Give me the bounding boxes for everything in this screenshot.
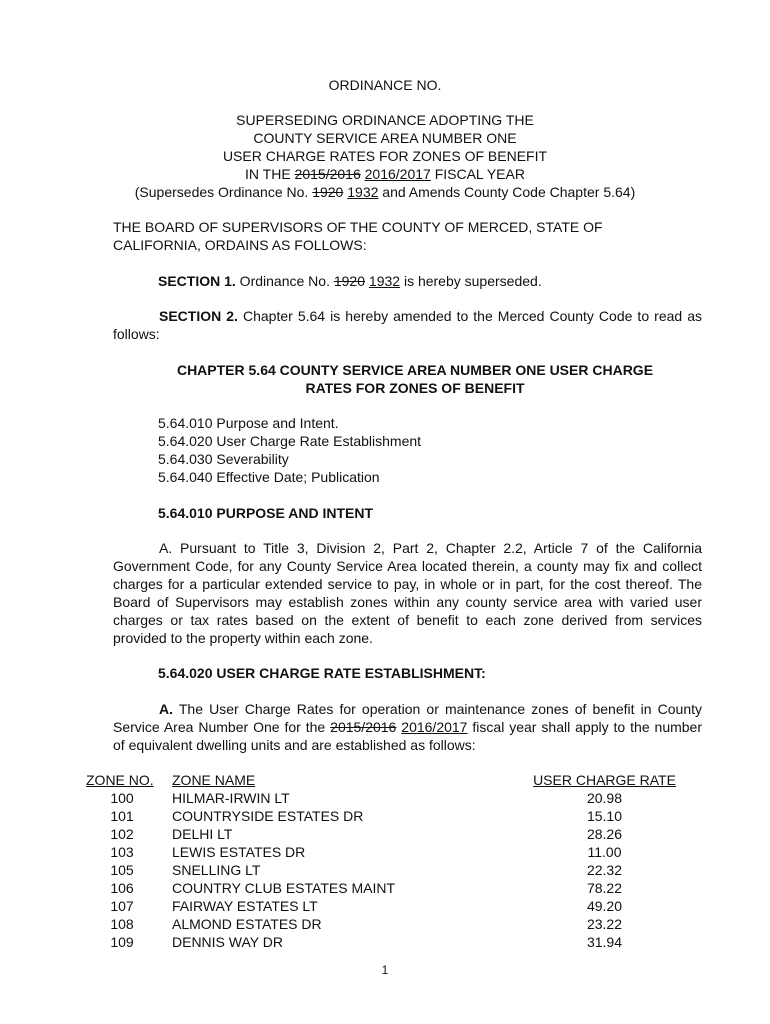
title-line-3: USER CHARGE RATES FOR ZONES OF BENEFIT	[222, 148, 548, 164]
column-header-rate: USER CHARGE RATE	[533, 772, 676, 788]
section-1-new: 1932	[368, 273, 401, 289]
rates-heading: 5.64.020 USER CHARGE RATE ESTABLISHMENT:	[158, 665, 486, 681]
zone-number: 101	[110, 808, 134, 824]
section-2-label: SECTION 2.	[159, 308, 238, 324]
new-year: 2016/2017	[364, 166, 431, 182]
zone-name: DENNIS WAY DR	[172, 934, 283, 950]
preamble-line-1: THE BOARD OF SUPERVISORS OF THE COUNTY OF MERCED, STATE OF	[113, 219, 603, 235]
title-line-4-prefix: IN THE	[245, 166, 295, 182]
zone-name: FAIRWAY ESTATES LT	[172, 898, 318, 914]
section-1-suffix: is hereby superseded.	[400, 273, 542, 289]
table-row	[86, 807, 686, 825]
zone-number: 107	[110, 898, 134, 914]
zone-name: DELHI LT	[172, 826, 233, 842]
title-line-5-suffix: and Amends County Code Chapter 5.64)	[378, 184, 636, 200]
zone-rate: 28.26	[586, 826, 623, 842]
rates-para-label: A.	[159, 701, 173, 717]
zone-number: 109	[110, 934, 134, 950]
zone-rate: 15.10	[586, 808, 623, 824]
preamble-line-2: CALIFORNIA, ORDAINS AS FOLLOWS:	[113, 237, 367, 253]
title-line-1: SUPERSEDING ORDINANCE ADOPTING THE	[236, 112, 534, 128]
table-row	[86, 789, 686, 807]
toc-item: 5.64.030 Severability	[158, 451, 289, 467]
zone-name: COUNTRY CLUB ESTATES MAINT	[172, 880, 395, 896]
toc-item: 5.64.020 User Charge Rate Establishment	[158, 433, 422, 449]
table-row	[86, 843, 686, 861]
zone-number: 108	[110, 916, 134, 932]
page-number: 1	[381, 963, 389, 977]
zone-rate: 78.22	[586, 880, 623, 896]
zone-rate: 22.32	[586, 862, 623, 878]
rates-para-struck: 2015/2016	[330, 719, 397, 735]
title-line-4-suffix: FISCAL YEAR	[430, 166, 525, 182]
zone-rate: 49.20	[586, 898, 623, 914]
section-2-text: Chapter 5.64 is hereby amended to the Merced County Code to read as follows:	[113, 308, 703, 342]
rates-paragraph	[113, 700, 702, 754]
zone-name: ALMOND ESTATES DR	[172, 916, 322, 932]
title-line-5	[0, 183, 770, 201]
zone-rate: 23.22	[586, 916, 623, 932]
zone-name: COUNTRYSIDE ESTATES DR	[172, 808, 364, 824]
zone-name: LEWIS ESTATES DR	[172, 844, 306, 860]
table-row	[86, 879, 686, 897]
chapter-title-1: CHAPTER 5.64 COUNTY SERVICE AREA NUMBER ONE USER CHARGE	[176, 362, 654, 378]
struck-year: 2015/2016	[294, 166, 361, 182]
section-1-prefix: Ordinance No.	[235, 273, 334, 289]
rates-para-suffix: fiscal year shall apply to the number of equivalent dwelling units and are established as follows:	[113, 719, 703, 753]
table-row	[86, 933, 686, 951]
table-row	[86, 861, 686, 879]
title-line-5-prefix: (Supersedes Ordinance No.	[134, 184, 313, 200]
purpose-text: A. Pursuant to Title 3, Division 2, Part 2, Chapter 2.2, Article 7 of the California Government Code, for any County Service Area located therein, a county may fix and collect charges for a particular extended service to pay, in whole or in part, for the cost thereof. The Board of Supervisors may establish zones within any county service area with varied user charges or tax rates based on the extent of benefit to each zone derived from services provided to the property within each zone.	[113, 540, 702, 646]
zone-number: 103	[110, 844, 134, 860]
zone-number: 102	[110, 826, 134, 842]
toc-item: 5.64.010 Purpose and Intent.	[158, 415, 339, 431]
title-line-2: COUNTY SERVICE AREA NUMBER ONE	[253, 130, 517, 146]
purpose-heading: 5.64.010 PURPOSE AND INTENT	[158, 505, 373, 521]
rates-para-prefix: The User Charge Rates for operation or maintenance zones of benefit in County Service Area Number One for the	[113, 701, 702, 735]
zone-rate: 31.94	[586, 934, 623, 950]
zone-number: 106	[110, 880, 134, 896]
chapter-title-2: RATES FOR ZONES OF BENEFIT	[305, 380, 525, 396]
toc-item: 5.64.040 Effective Date; Publication	[158, 469, 380, 485]
zone-number: 100	[110, 790, 134, 806]
rates-para-new: 2016/2017	[401, 719, 468, 735]
section-1-struck: 1920	[333, 273, 366, 289]
column-header-zone-no: ZONE NO.	[86, 772, 154, 788]
new-ordinance: 1932	[347, 184, 379, 200]
table-row	[86, 825, 686, 843]
column-header-zone-name: ZONE NAME	[172, 772, 256, 788]
table-header	[86, 771, 686, 789]
zone-name: SNELLING LT	[172, 862, 261, 878]
title-line-4	[0, 165, 770, 183]
zone-rate: 20.98	[586, 790, 623, 806]
table-row	[86, 915, 686, 933]
struck-ordinance: 1920	[312, 184, 344, 200]
section-1-label: SECTION 1.	[158, 273, 236, 289]
table-row	[86, 897, 686, 915]
section-1	[158, 272, 718, 290]
purpose-paragraph	[113, 539, 702, 647]
section-2	[113, 307, 702, 343]
zone-name: HILMAR-IRWIN LT	[172, 790, 290, 806]
zone-number: 105	[110, 862, 134, 878]
ordinance-number: ORDINANCE NO.	[328, 77, 442, 93]
zone-rate: 11.00	[587, 844, 622, 860]
